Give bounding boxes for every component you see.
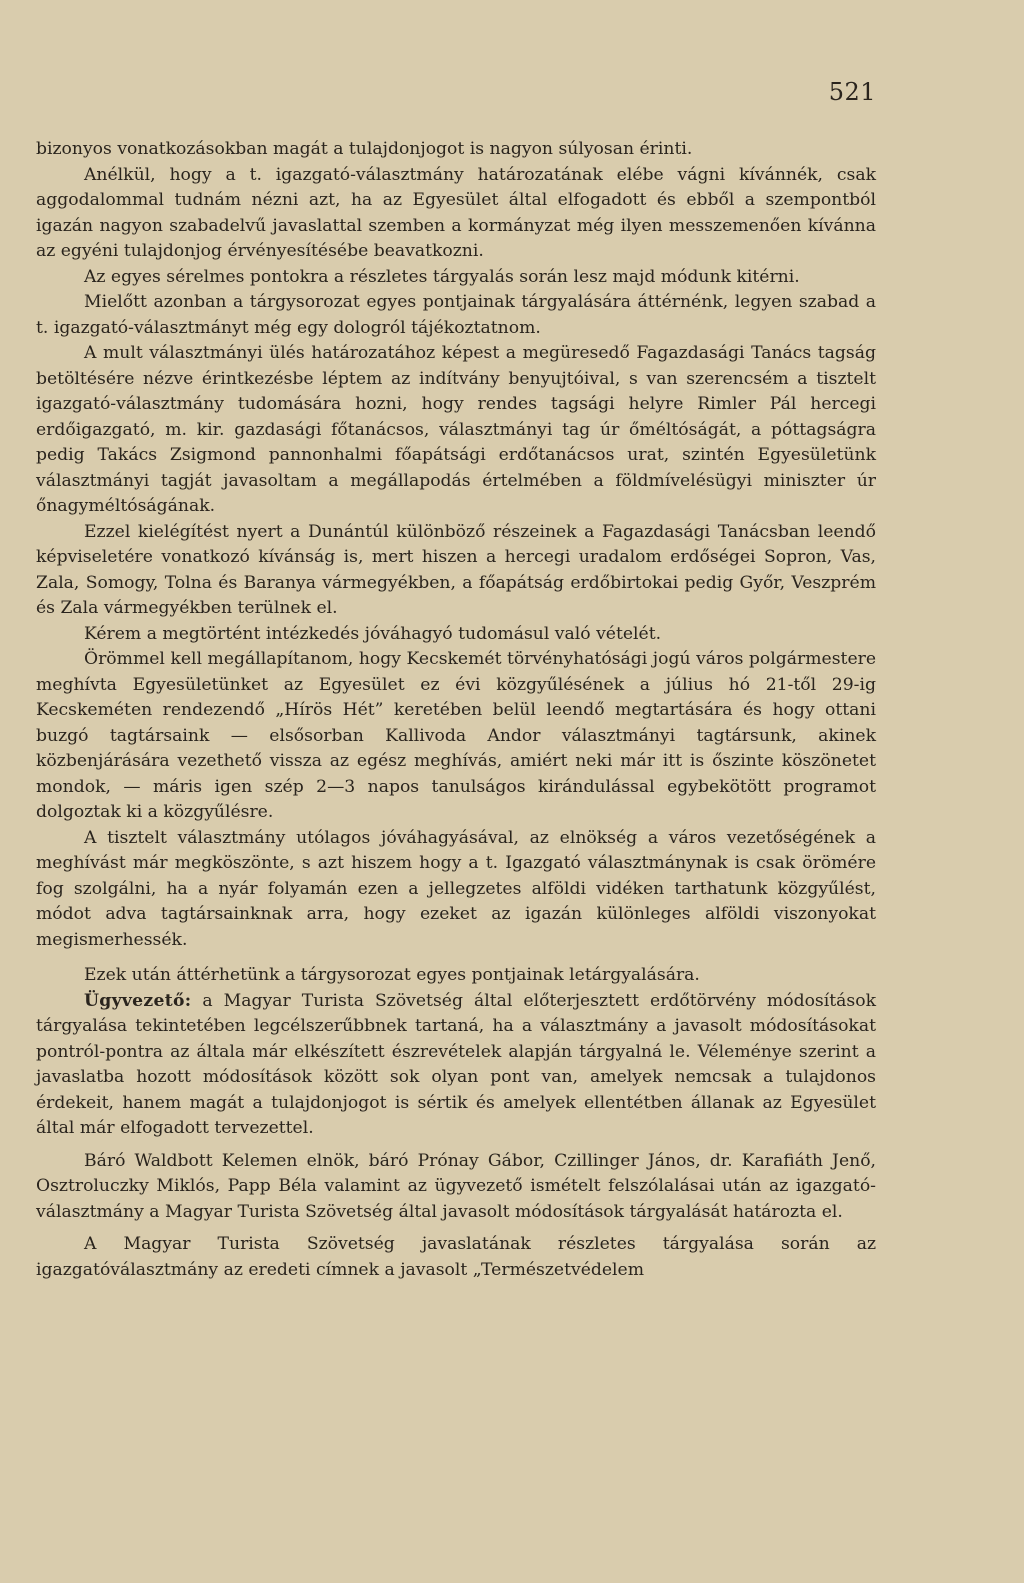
body-text bbox=[36, 137, 876, 1283]
paragraph: Báró Waldbott Kelemen elnök, báró Prónay Gábor, Czillinger János, dr. Karafiáth Jenő, Osztroluczky Miklós, Papp Béla valamint az ügyvezető ismételt felszólalásai után az igazgató-választmány a Magyar Turista Szövetség által javasolt módosítások tárgyalását határozta el. bbox=[36, 1150, 876, 1222]
speaker-label: Ügyvezető: bbox=[84, 990, 192, 1011]
page-number: 521 bbox=[828, 78, 876, 106]
paragraph: A Magyar Turista Szövetség javaslatának részletes tárgyalása során az igazgatóválasztmány az eredeti címnek a javasolt „Természetvédelem bbox=[36, 1234, 876, 1280]
paragraph: Ezek után áttérhetünk a tárgysorozat egyes pontjainak letárgyalására. bbox=[84, 965, 700, 985]
paragraph: Az egyes sérelmes pontokra a részletes tárgyalás során lesz majd módunk kitérni. bbox=[84, 266, 800, 287]
paragraph: A tisztelt választmány utólagos jóváhagyásával, az elnökség a város vezetőségének a meghívást már megköszönte, s azt hiszem hogy a t. Igazgató választmánynak is csak örömére fog szolgálni, ha a nyár folyamán ezen a jellegzetes alföldi vidéken tarthatunk közgyűlést, módot adva tagtársainknak arra, hogy ezeket az igazán különleges alföldi viszonyokat megismerhessék. bbox=[36, 827, 876, 950]
paragraph: A mult választmányi ülés határozatához képest a megüresedő Fagazdasági Tanács tagság betöltésére nézve érintkezésbe léptem az indítvány benyujtóival, s van szerencsém a tisztelt igazgató-választmány tudomására hozni, hogy rendes tagsági helyre Rimler Pál hercegi erdőigazgató, m. kir. gazdasági főtanácsos, választmányi tag úr őméltóságát, a póttagságra pedig Takács Zsigmond pannonhalmi főapátsági erdőtanácsos urat, szintén Egyesületünk választmányi tagját javasoltam a megállapodás értelmében a földmívelésügyi miniszter úr őnagyméltóságának. bbox=[36, 343, 876, 516]
paragraph: Ezzel kielégítést nyert a Dunántúl különböző részeinek a Fagazdasági Tanácsban leendő képviseletére vonatkozó kívánság is, mert hiszen a hercegi uradalom erdőségei Sopron, Vas, Zala, Somogy, Tolna és Baranya vármegyékben, a főapátság erdőbirtokai pedig Győr, Veszprém és Zala vármegyékben terülnek el. bbox=[36, 521, 876, 618]
paragraph-speaker bbox=[36, 989, 876, 1142]
paragraph: Anélkül, hogy a t. igazgató-választmány határozatának elébe vágni kívánnék, csak aggodalommal tudnám nézni azt, ha az Egyesület által elfogadott és ebből a szempontból igazán nagyon szabadelvű javaslattal szemben a kormányzat még ilyen messzemenően kívánna az egyéni tulajdonjog érvényesítésébe beavatkozni. bbox=[36, 164, 876, 261]
paragraph: Örömmel kell megállapítanom, hogy Kecskemét törvényhatósági jogú város polgármestere meghívta Egyesületünket az Egyesület ez évi közgyűlésének a július hó 21-től 29-ig Kecskeméten rendezendő „Hírös Hét” keretében belül leendő megtartására és hogy ottani buzgó tagtársaink — elsősorban Kallivoda Andor választmányi tagtársunk, akinek közbenjárására vezethető vissza az egész meghívás, amiért neki már itt is őszinte köszönetet mondok, — máris igen szép 2—3 napos tanulságos kirándulással egybekötött programot dolgoztak ki a közgyűlésre. bbox=[36, 649, 876, 822]
speaker-text: a Magyar Turista Szövetség által előterjesztett erdőtörvény módosítások tárgyalása tekintetében legcélszerűbbnek tartaná, ha a választmány a javasolt módosításokat pontról-pontra az általa már elkészített észrevételek alapján tárgyalná le. Véleménye szerint a javaslatba hozott módosítások között sok olyan pont van, amelyek nemcsak a tulajdonos érdekeit, hanem magát a tulajdonjogot is sértik és amelyek ellentétben állanak az Egyesület által már elfogadott tervezettel. bbox=[36, 990, 876, 1138]
paragraph: Kérem a megtörtént intézkedés jóváhagyó tudomásul való vételét. bbox=[84, 623, 662, 644]
paragraph: bizonyos vonatkozásokban magát a tulajdonjogot is nagyon súlyosan érinti. bbox=[36, 139, 693, 159]
paragraph: Mielőtt azonban a tárgysorozat egyes pontjainak tárgyalására áttérnénk, legyen szabad a t. igazgató-választmányt még egy dologról tájékoztatnom. bbox=[36, 292, 876, 338]
